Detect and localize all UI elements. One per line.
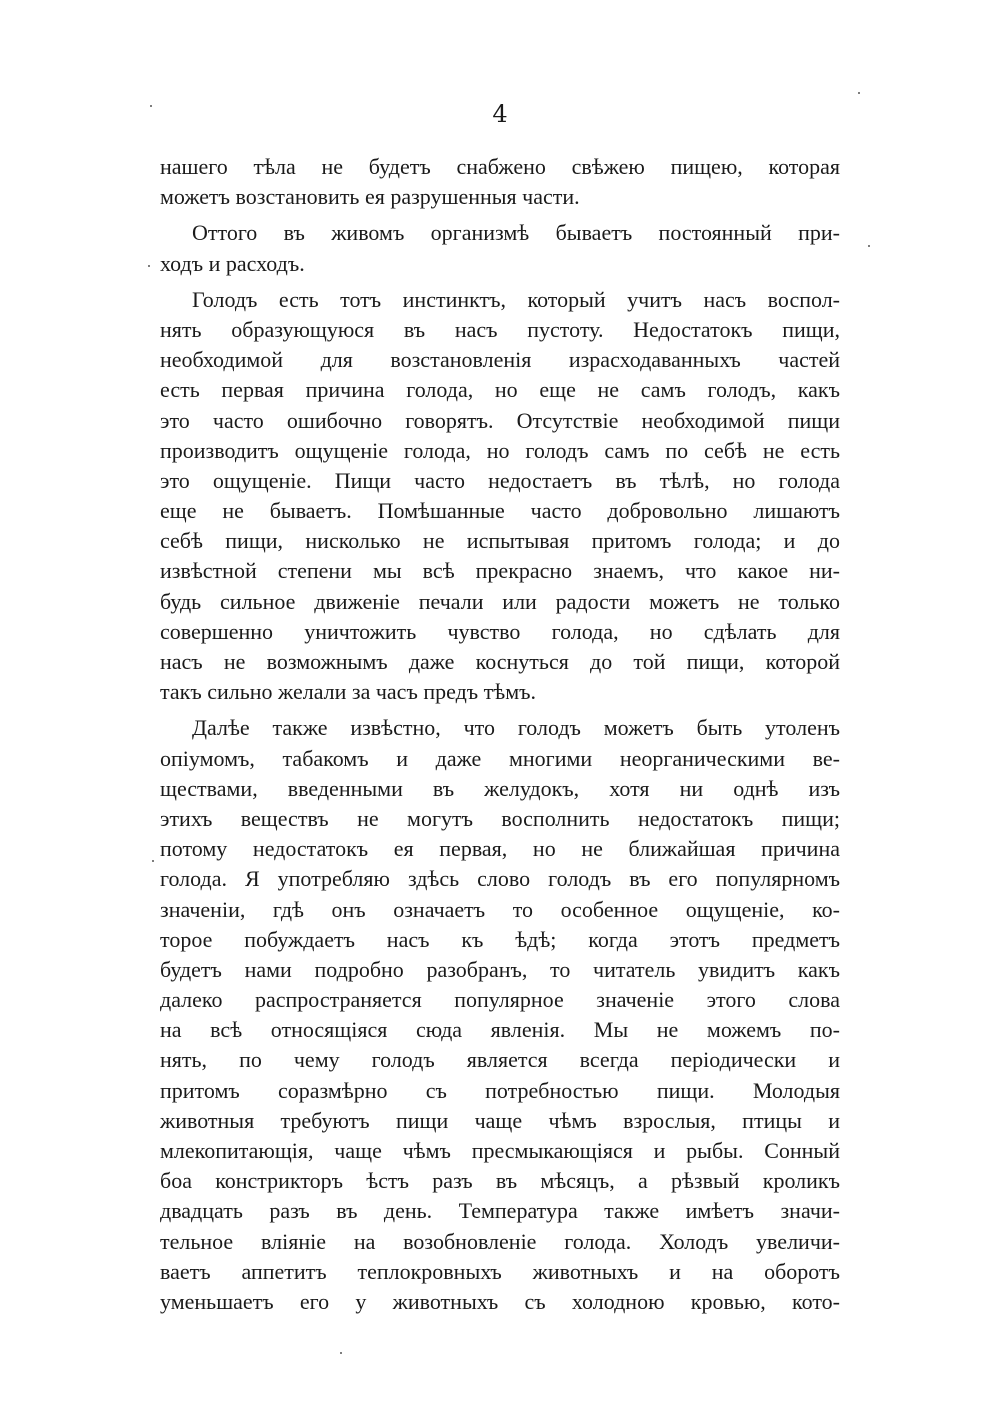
text-line: Оттого въ живомъ организмѣ бываетъ постоянный при- — [192, 220, 840, 246]
scan-speck — [868, 245, 870, 247]
text-line: двадцать разъ въ день. Температура также имѣетъ значи- — [160, 1198, 840, 1224]
text-line: нять образующуюся въ насъ пустоту. Недостатокъ пищи, — [160, 316, 840, 342]
text-line: торое побуждаетъ насъ къ ѣдѣ; когда этотъ предметъ — [160, 926, 840, 952]
text-line: такъ сильно желали за часъ предъ тѣмъ. — [160, 679, 536, 705]
text-line: опіумомъ, табакомъ и даже многими неорганическими ве- — [160, 745, 840, 771]
text-line: будетъ нами подробно разобранъ, то читатель увидитъ какъ — [160, 956, 840, 982]
text-line: животныя требуютъ пищи чаще чѣмъ взрослыя, птицы и — [160, 1107, 840, 1133]
body-text — [160, 152, 840, 1317]
text-line: ходъ и расходъ. — [160, 250, 305, 276]
scan-speck — [148, 265, 150, 267]
text-line: значеніи, гдѣ онъ означаетъ то особенное ощущеніе, ко- — [160, 896, 840, 922]
text-line: притомъ соразмѣрно съ потребностью пищи. Молодыя — [160, 1077, 840, 1103]
page-number: 4 — [492, 100, 508, 128]
paragraph-4 — [160, 713, 840, 1317]
text-line: ваетъ аппетитъ теплокровныхъ животныхъ и на оборотъ — [160, 1258, 840, 1284]
text-line: есть первая причина голода, но еще не самъ голодъ, какъ — [160, 377, 840, 403]
text-line: тельное вліяніе на возобновленіе голода. Холодъ увеличи- — [160, 1228, 840, 1254]
text-line: млекопитающія, чаще чѣмъ пресмыкающіяся и рыбы. Сонный — [160, 1138, 840, 1163]
text-line: можетъ возстановить ея разрушенныя части. — [160, 184, 580, 210]
text-line: нашего тѣла не будетъ снабжено свѣжею пищею, которая — [160, 154, 840, 179]
text-line: необходимой для возстановленія израсходаванныхъ частей — [160, 347, 840, 373]
text-line: Голодъ есть тотъ инстинктъ, который учитъ насъ воспол- — [192, 286, 840, 312]
text-line: боа констрикторъ ѣстъ разъ въ мѣсяцъ, а рѣзвый кроликъ — [160, 1168, 840, 1194]
text-line: нять, по чему голодъ является всегда періодически и — [160, 1047, 840, 1073]
text-line: на всѣ относящіяся сюда явленія. Мы не можемъ по- — [160, 1017, 840, 1043]
text-line: потому недостатокъ ея первая, но не ближайшая причина — [160, 836, 840, 862]
text-line: совершенно уничтожить чувство голода, но сдѣлать для — [160, 618, 840, 644]
text-line: будь сильное движеніе печали или радости можетъ не только — [160, 588, 840, 614]
paragraph-2 — [160, 218, 840, 278]
paragraph-3 — [160, 285, 840, 708]
scan-speck — [152, 860, 154, 862]
text-line: голода. Я употребляю здѣсь слово голодъ въ его популярномъ — [160, 866, 840, 892]
text-line: еще не бываетъ. Помѣшанные часто добровольно лишаютъ — [160, 498, 840, 524]
text-line: это ощущеніе. Пищи часто недостаетъ въ тѣлѣ, но голода — [160, 467, 840, 493]
text-line: производитъ ощущеніе голода, но голодъ самъ по себѣ не есть — [160, 437, 840, 463]
scan-speck — [340, 1352, 342, 1354]
text-line: насъ не возможнымъ даже коснуться до той пищи, которой — [160, 649, 840, 674]
text-line: далеко распространяется популярное значеніе этого слова — [160, 987, 840, 1013]
scan-speck — [858, 92, 860, 94]
text-line: себѣ пищи, нисколько не испытывая притомъ голода; и до — [160, 528, 840, 554]
text-line: Далѣе также извѣстно, что голодъ можетъ быть утоленъ — [192, 715, 840, 741]
text-line: ществами, введенными въ желудокъ, хотя ни однѣ изъ — [160, 775, 840, 801]
text-line: это часто ошибочно говорятъ. Отсутствіе необходимой пищи — [160, 407, 840, 433]
text-line: уменьшаетъ его у животныхъ съ холодною кровью, кото- — [160, 1288, 840, 1314]
text-line: извѣстной степени мы всѣ прекрасно знаемъ, что какое ни- — [160, 558, 840, 584]
text-line: этихъ веществъ не могутъ восполнить недостатокъ пищи; — [160, 805, 840, 831]
paragraph-1 — [160, 152, 840, 212]
scan-speck — [150, 105, 152, 107]
